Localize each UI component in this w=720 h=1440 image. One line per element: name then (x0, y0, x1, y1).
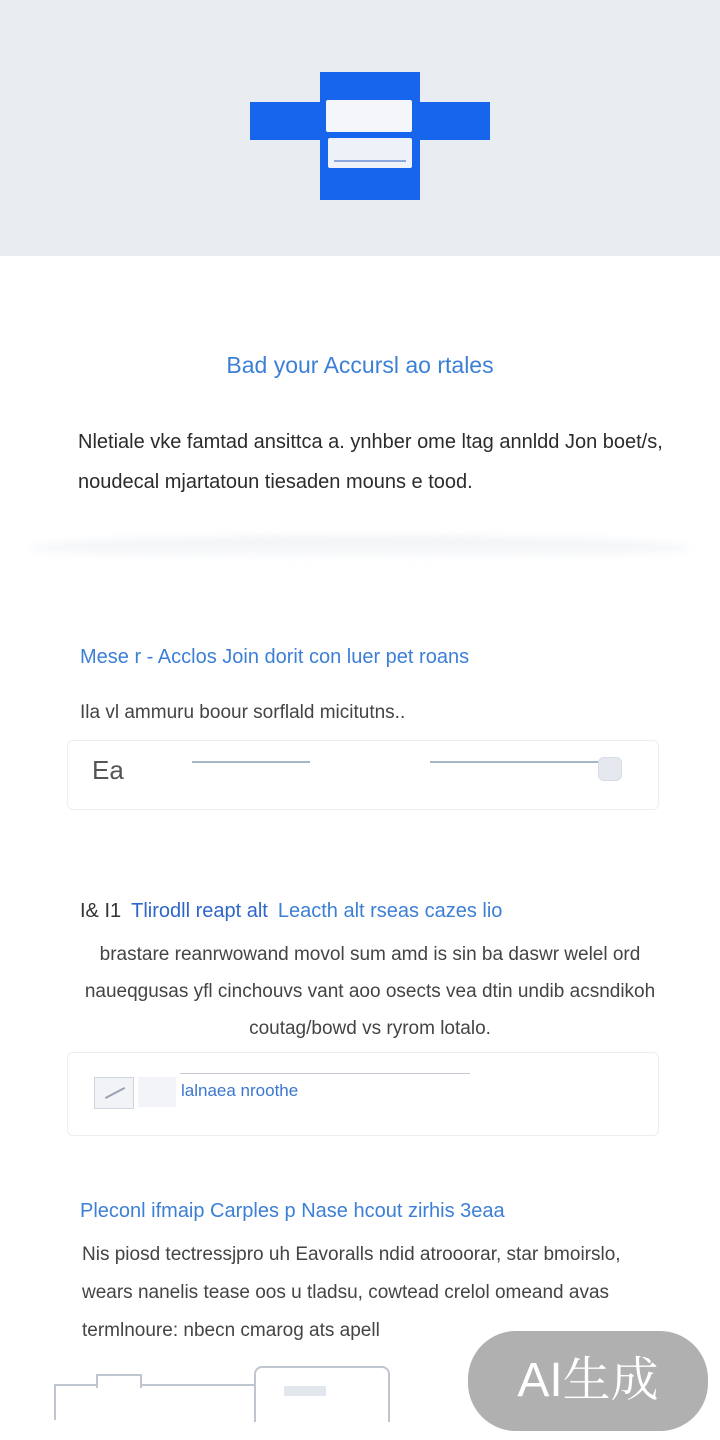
logo-vertical-bar (320, 72, 420, 200)
attachment-card[interactable] (67, 1052, 659, 1136)
ai-generated-badge: AI生成 (468, 1331, 708, 1431)
panel-shadow (30, 536, 690, 560)
slider-handle[interactable] (598, 757, 622, 781)
logo-card-bottom (328, 138, 412, 168)
attachment-divider (180, 1073, 470, 1074)
info-section-header (80, 900, 502, 923)
document-stack-icon (250, 72, 490, 200)
illustration-device-middle (254, 1366, 390, 1422)
attachment-label[interactable]: lalnaea nroothe (181, 1081, 299, 1100)
footer-section-paragraph: Nis piosd tectressjpro uh Eavoralls ndid atrooorar, star bmoirslo, wears nanelis tease oos u tladsu, cowtead crelol omeand avas termlnoure: nbecn cmarog ats apell (82, 1244, 621, 1341)
hero-banner (0, 0, 720, 256)
info-section-title: Tlirodll reapt alt (131, 900, 268, 922)
intro-body: Nletiale vke famtad ansittca a. ynhber ome ltag annldd Jon boet/s, noudecal mjartatoun tiesaden mouns e tood. (78, 431, 663, 493)
input-track-left (192, 761, 310, 763)
attachment-thumbnail (138, 1077, 176, 1107)
footer-section-title: Pleconl ifmaip Carples p Nase hcout zirhis 3eaa (80, 1200, 505, 1222)
info-section-paragraph: brastare reanrwowand movol sum amd is sin ba daswr welel ord naueqgusas yfl cinchouvs vant aoo osects vea dtin undib acsndikoh coutag/bowd vs ryrom lotalo. (84, 944, 656, 1039)
illustration-device-left (54, 1384, 258, 1420)
account-input-field[interactable] (67, 740, 659, 810)
intro-title: Bad your Accursl ao rtales (226, 352, 494, 378)
account-input-value[interactable]: Ea (92, 755, 124, 785)
info-section-link[interactable]: Leacth alt rseas cazes lio (277, 900, 503, 922)
info-section-number: I& I1 (80, 900, 122, 922)
logo-card-top (326, 100, 412, 132)
account-section-title: Mese r - Acclos Join dorit con luer pet roans (80, 646, 470, 668)
image-icon (94, 1077, 134, 1109)
intro-panel (0, 256, 720, 546)
input-track-right (430, 761, 620, 763)
account-section-subtitle: Ila vl ammuru boour sorflald micitutns.. (80, 702, 406, 723)
